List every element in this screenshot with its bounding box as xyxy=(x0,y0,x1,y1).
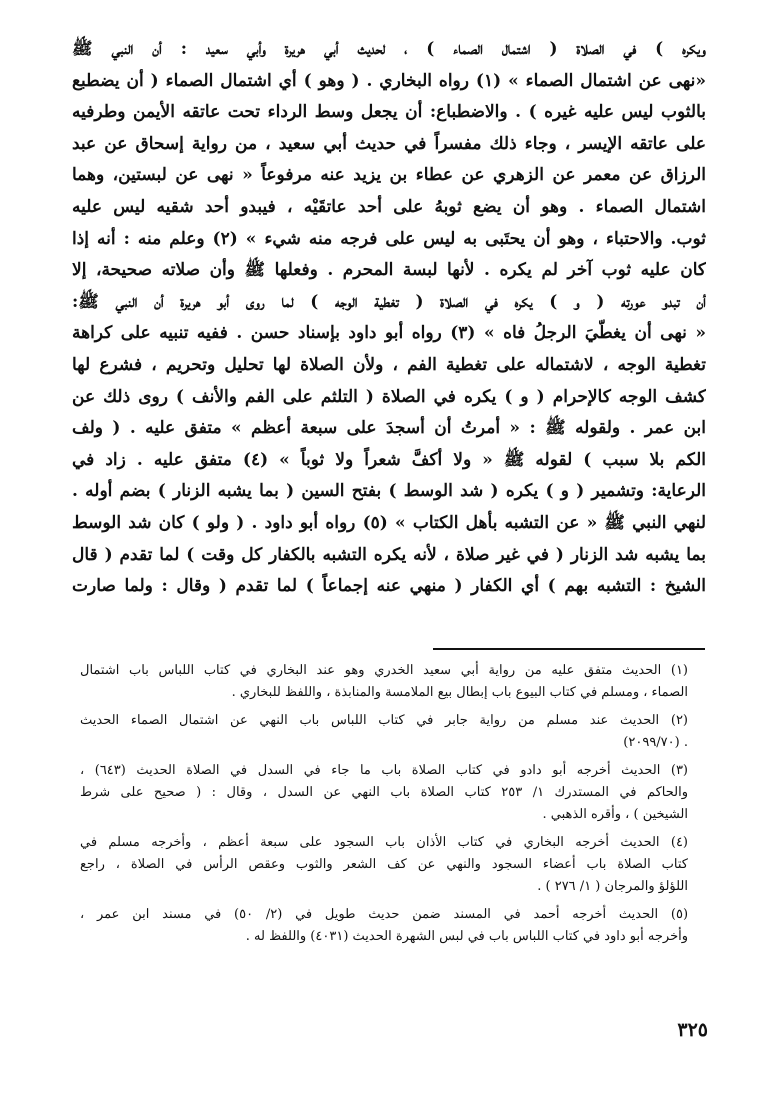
footnote-2 xyxy=(80,710,688,754)
text-line: ابن عمر . ولقوله ﷺ : « أمرتُ أن أسجدَ على سبعة أعظم » متفق عليه . ( ولف xyxy=(72,418,706,439)
footnote-line: (٤) الحديث أخرجه البخاري في كتاب الأذان باب السجود على سبعة أعظم ، وأخرجه مسلم في xyxy=(80,835,688,850)
text-line: الرعاية: وتشمير ( و ) يكره ( شد الوسط ) بفتح السين ( بما يشبه الزنار ) بضم أوله . xyxy=(72,481,706,502)
text-line: بالثوب ليس عليه غيره ) . والاضطباع: أن يجعل وسط الرداء تحت عاتقه الأيمن وطرفيه xyxy=(72,102,706,123)
footnote-line: الصماء ، ومسلم في كتاب البيوع باب إبطال بيع الملامسة والمنابذة ، واللفظ للبخاري . xyxy=(231,685,688,700)
footnote-5 xyxy=(80,904,688,948)
footnote-separator xyxy=(433,648,705,650)
footnote-line: . (٢٠٩٩/٧٠) xyxy=(623,735,688,750)
footnote-1 xyxy=(80,660,688,704)
text-line: الكم بلا سبب ) لقوله ﷺ « ولا أكفَّ شعراً ولا ثوباً » (٤) متفق عليه . زاد في xyxy=(72,449,706,470)
text-line: « نهى أن يغطّيَ الرجلُ فاه » (٣) رواه أبو داود بإسناد حسن . ففيه تنبيه على كراهة xyxy=(72,323,706,344)
text-line: كان عليه ثوب آخر لم يكره . لأنها لبسة المحرم . وفعلها ﷺ وأن صلاته صحيحة، إلا xyxy=(72,260,706,281)
footnote-line: (٣) الحديث أخرجه أبو دادو في كتاب الصلاة باب ما جاء في السدل في الصلاة الحديث (٦٤٣) ، xyxy=(80,763,688,778)
text-line: ثوب. والاحتباء ، وهو أن يحتَبى به ليس على فرجه منه شيء » (٢) وعلم منه : أنه إذا xyxy=(72,228,706,249)
text-line: «نهى عن اشتمال الصماء » (١) رواه البخاري . ( وهو ) أي اشتمال الصماء ( أن يضطبع xyxy=(72,70,706,91)
text-line: اشتمال الصماء . وهو أن يضع ثوبهُ على أحد عاتقَيْه ، فيبدو أحد شقيه ليس عليه xyxy=(72,196,706,217)
main-text-block xyxy=(72,34,706,603)
footnote-line: وأخرجه أبو داود في كتاب اللباس باب في لبس الشهرة الحديث (٤٠٣١) واللفظ له . xyxy=(245,929,688,944)
footnote-line: كتاب الصلاة باب أعضاء السجود والنهي عن كف الشعر والثوب وعقص الرأس في الصلاة ، راجع xyxy=(80,857,688,872)
footnote-line: (١) الحديث متفق عليه من رواية أبي سعيد الخدري وهو عند البخاري في كتاب اللباس باب اشتمال xyxy=(80,663,688,678)
footnote-line: والحاكم في المستدرك ١/ ٢٥٣ كتاب الصلاة باب النهي عن السدل ، وقال : ( صحيح على شرط xyxy=(80,785,688,800)
footnote-line: (٥) الحديث أخرجه أحمد في المسند ضمن حديث طويل في (٢/ ٥٠) في مسند ابن عمر ، xyxy=(80,907,688,922)
text-line: الشيخ : التشبه بهم ) أي الكفار ( منهي عنه إجماعاً ) لما تقدم ( وقال : ولما صارت xyxy=(72,576,706,597)
text-line: أن تبدو عورته ( و ) يكره في الصلاة ( تغطية الوجه ) لما روى أبو هريرة أن النبي ﷺ: xyxy=(72,291,706,312)
text-line: الرزاق عن معمر عن الزهري عن عطاء بن يزيد عنه مرفوعاً « نهى عن لبستين، وهما xyxy=(72,165,706,186)
text-line: لنهي النبي ﷺ « عن التشبه بأهل الكتاب » (٥) رواه أبو داود . ( ولو ) كان شد الوسط xyxy=(72,512,706,533)
footnote-3 xyxy=(80,760,688,826)
page-number: ٣٢٥ xyxy=(677,1019,708,1041)
text-line: على عاتقه الإيسر ، وجاء ذلك مفسراً في حديث أبي سعيد ، من رواية إسحاق عن عبد xyxy=(72,133,706,154)
text-line: بما يشبه شد الزنار ( في غير صلاة ، لأنه يكره التشبه بالكفار كل وقت ) لما تقدم ( قال xyxy=(72,544,706,565)
footnotes-block xyxy=(80,660,688,954)
footnote-line: الشيخين ) ، وأقره الذهبي . xyxy=(542,807,688,822)
text-line: ويكره ) في الصلاة ( اشتمال الصماء ) ، لحديث أبي هريرة وأبي سعيد : أن النبي ﷺ xyxy=(72,39,706,59)
footnote-line: اللؤلؤ والمرجان ( ١/ ٢٧٦ ) . xyxy=(537,879,688,894)
footnote-line: (٢) الحديث عند مسلم من رواية جابر في كتاب اللباس باب النهي عن اشتمال الصماء الحديث xyxy=(80,713,688,728)
footnote-4 xyxy=(80,832,688,898)
text-line: تغطية الوجه ، لاشتماله على تغطية الفم ، ولأن الصلاة لها تحليل وتحريم ، فشرع لها xyxy=(72,354,706,375)
text-line: كشف الوجه كالإحرام ( و ) يكره في الصلاة ( التلثم على الفم والأنف ) روى ذلك عن xyxy=(72,386,706,407)
